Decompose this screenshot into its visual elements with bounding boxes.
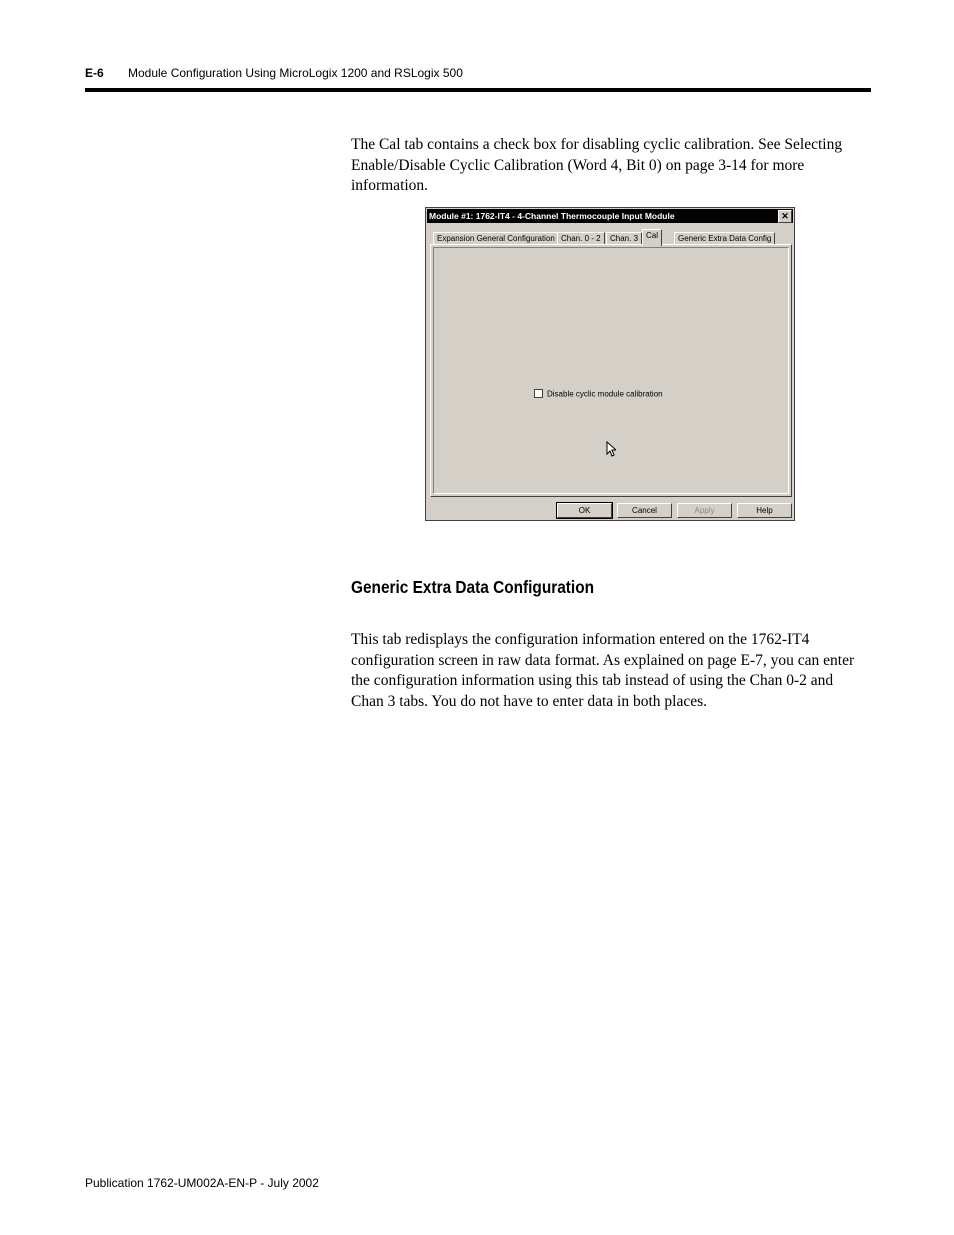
tab-cal[interactable]: Cal	[642, 229, 662, 246]
disable-calibration-label: Disable cyclic module calibration	[547, 389, 663, 399]
tab-expansion-general-config[interactable]: Expansion General Configuration	[433, 232, 559, 245]
section-paragraph: This tab redisplays the configuration information entered on the 1762-IT4 configuration screen in raw data format. As explained on page E-7, you can enter the configuration information using this tab instead of using the Chan 0-2 and Chan 3 tabs. You do not have to enter data in both places.	[351, 631, 855, 710]
dialog-titlebar	[427, 209, 793, 223]
page-footer: Publication 1762-UM002A-EN-P - July 2002	[85, 1176, 319, 1190]
close-icon[interactable]: ✕	[778, 210, 792, 223]
module-config-dialog	[425, 207, 795, 521]
page-header	[85, 66, 871, 86]
apply-button[interactable]: Apply	[677, 503, 732, 518]
header-title: Module Configuration Using MicroLogix 1200 and RSLogix 500	[128, 66, 463, 80]
cal-tab-panel	[430, 244, 792, 497]
help-button[interactable]: Help	[737, 503, 792, 518]
disable-calibration-checkbox[interactable]	[534, 389, 543, 398]
tab-chan-3[interactable]: Chan. 3	[606, 232, 642, 245]
tab-chan-0-2[interactable]: Chan. 0 - 2	[557, 232, 605, 245]
section-heading: Generic Extra Data Configuration	[351, 577, 595, 597]
mouse-pointer-icon	[606, 441, 616, 457]
tab-generic-extra-data-config[interactable]: Generic Extra Data Config	[674, 232, 775, 245]
intro-paragraph: The Cal tab contains a check box for disabling cyclic calibration. See Selecting Enable/Disable Cyclic Calibration (Word 4, Bit 0) on page 3-14 for more information.	[351, 136, 843, 194]
dialog-title: Module #1: 1762-IT4 - 4-Channel Thermocouple Input Module	[429, 211, 675, 221]
disable-calibration-row	[534, 388, 663, 398]
ok-button[interactable]: OK	[557, 503, 612, 518]
header-rule	[85, 88, 871, 92]
cancel-button[interactable]: Cancel	[617, 503, 672, 518]
page-number: E-6	[85, 66, 104, 80]
